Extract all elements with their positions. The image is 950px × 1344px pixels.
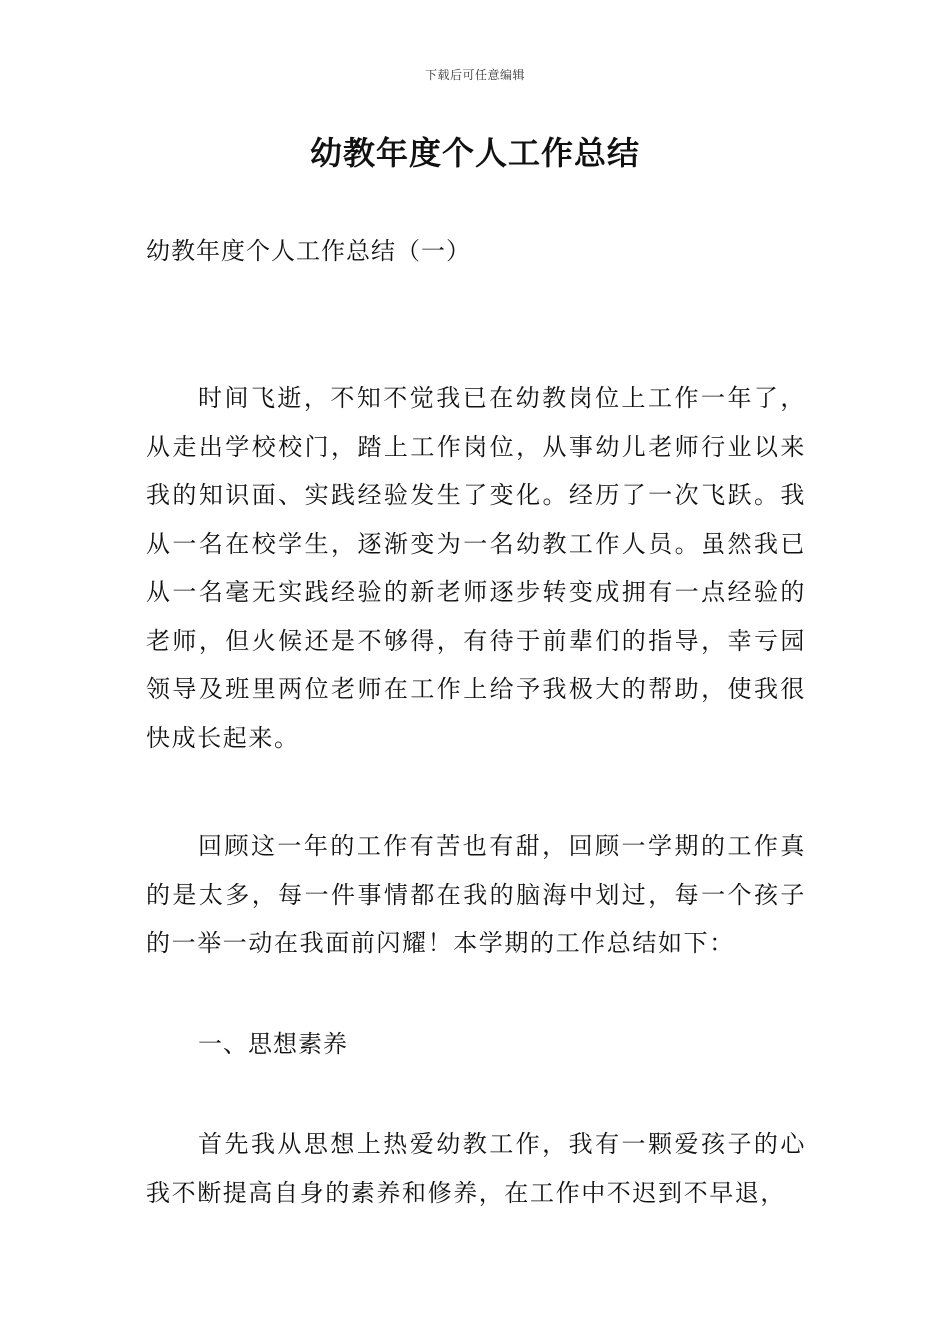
header-note: 下载后可任意编辑 [424,68,525,82]
document-title: 幼教年度个人工作总结 [309,134,640,172]
paragraph-review: 回顾这一年的工作有苦也有甜，回顾一学期的工作真的是太多，每一件事情都在我的脑海中划过，每一个孩子的一举一动在我面前闪耀！本学期的工作总结如下： [146,832,806,957]
paragraph-intro: 时间飞逝，不知不觉我已在幼教岗位上工作一年了，从走出学校校门，踏上工作岗位，从事幼儿老师行业以来我的知识面、实践经验发生了变化。经历了一次飞跃。我从一名在校学生，逐渐变为一名幼教工作人员。虽然我已从一名毫无实践经验的新老师逐步转变成拥有一点经验的老师，但火候还是不够得，有待于前辈们的指导，幸亏园领导及班里两位老师在工作上给予我极大的帮助，使我很快成长起来。 [146,384,806,752]
section-heading-ideology: 一、思想素养 [198,1030,348,1058]
document-subtitle: 幼教年度个人工作总结（一） [146,237,471,265]
paragraph-ideology: 首先我从思想上热爱幼教工作，我有一颗爱孩子的心我不断提高自身的素养和修养，在工作中不迟到不早退， [146,1130,806,1207]
